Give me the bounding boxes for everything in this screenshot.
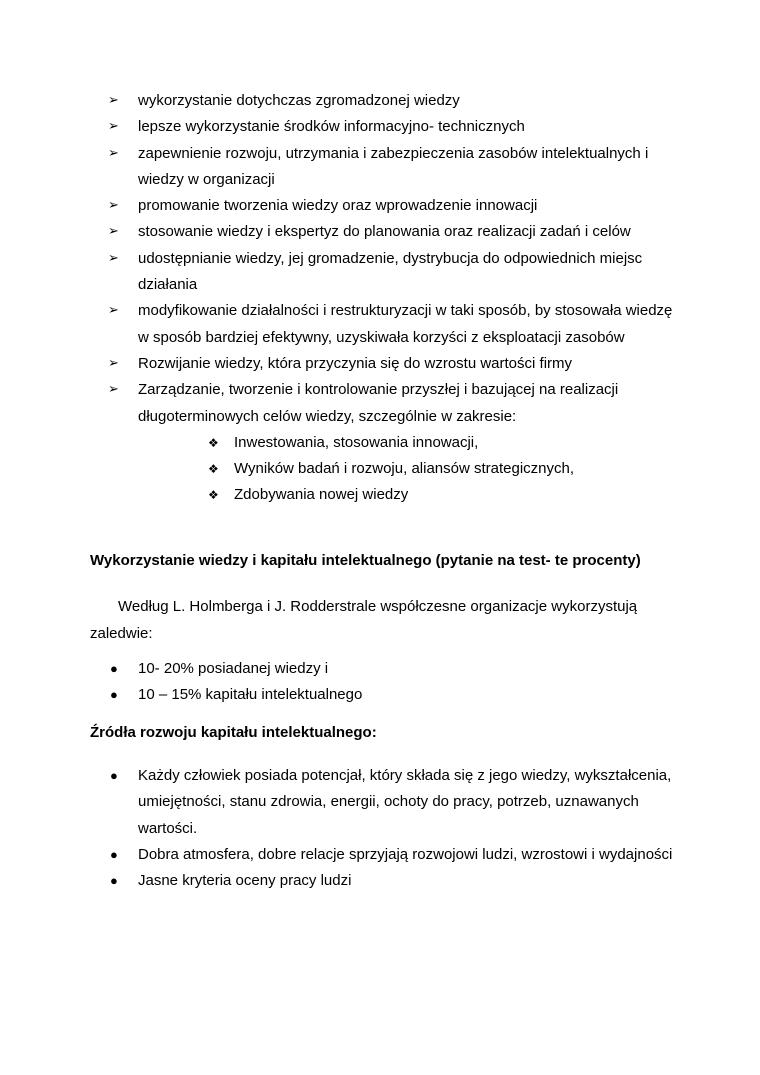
dot-bullet-icon: ● [110,661,118,676]
arrow-bullet-icon: ➢ [108,198,119,214]
list-item: ● 10- 20% posiadanej wiedzy i [108,656,678,682]
list-item: ● Dobra atmosfera, dobre relacje sprzyjają rozwojowi ludzi, wzrostowi i wydajności [108,842,678,868]
diamond-bullet-icon: ❖ [208,488,219,503]
arrow-bullet-icon: ➢ [108,250,119,266]
arrow-bullet-icon: ➢ [108,382,119,398]
sub-list [208,430,678,509]
diamond-bullet-icon: ❖ [208,435,219,450]
sub-list-item: ❖ Wyników badań i rozwoju, aliansów strategicznych, [208,456,678,482]
list-item: ➢ Rozwijanie wiedzy, która przyczynia się do wzrostu wartości firmy [108,351,678,377]
list-item: ➢ promowanie tworzenia wiedzy oraz wprowadzenie innowacji [108,193,678,219]
dot-bullet-icon: ● [110,873,118,889]
list-item: ➢ stosowanie wiedzy i ekspertyz do planowania oraz realizacji zadań i celów [108,219,678,245]
list-item: ➢ lepsze wykorzystanie środków informacyjno- technicznych [108,114,678,140]
arrow-bullet-icon: ➢ [108,145,119,161]
list-item: ➢ udostępnianie wiedzy, jej gromadzenie, dystrybucja do odpowiednich miejsc działania [108,246,678,299]
arrow-bullet-icon: ➢ [108,93,119,108]
list-item: ● Jasne kryteria oceny pracy ludzi [108,868,678,894]
diamond-bullet-icon: ❖ [208,462,219,477]
sub-list-item: ❖ Zdobywania nowej wiedzy [208,482,678,508]
dot-bullet-icon: ● [110,768,118,783]
percent-list [108,656,678,709]
list-item: ➢ Zarządzanie, tworzenie i kontrolowanie przyszłej i bazującej na realizacji długoterminowych celów wiedzy, szczególnie w zakresie: ❖ Inwestowania, stosowania innowacji, ❖ Wyników badań i rozwoju, aliansów strategicznych, ❖ Zdobywania nowej wiedzy [108,377,678,508]
list-item: ➢ zapewnienie rozwoju, utrzymania i zabezpieczenia zasobów intelektualnych i wiedzy w organizacji [108,141,678,194]
sources-list [108,763,678,894]
paragraph: Według L. Holmberga i J. Rodderstrale współczesne organizacje wykorzystują zaledwie: [90,598,638,642]
list-item: ● 10 – 15% kapitału intelektualnego [108,682,678,708]
arrow-bullet-icon: ➢ [108,303,119,319]
section-heading: Wykorzystanie wiedzy i kapitału intelektualnego (pytanie na test- te procenty) [90,552,641,569]
list-item: ➢ wykorzystanie dotychczas zgromadzonej wiedzy [108,88,678,114]
dot-bullet-icon: ● [110,687,118,703]
dot-bullet-icon: ● [110,846,118,862]
arrow-bullet-icon: ➢ [108,224,119,240]
arrow-bullet-icon: ➢ [108,355,119,371]
list-item: ➢ modyfikowanie działalności i restrukturyzacji w taki sposób, by stosowała wiedzę w sposób bardziej efektywny, uzyskiwała korzyści z eksploatacji zasobów [108,298,678,351]
section-heading: Źródła rozwoju kapitału intelektualnego: [90,724,377,741]
goals-list [108,88,678,509]
list-item: ● Każdy człowiek posiada potencjał, który składa się z jego wiedzy, wykształcenia, umiejętności, stanu zdrowia, energii, ochoty do pracy, potrzeb, uznawanych wartości. [108,763,678,842]
sub-list-item: ❖ Inwestowania, stosowania innowacji, [208,430,678,456]
arrow-bullet-icon: ➢ [108,119,119,135]
